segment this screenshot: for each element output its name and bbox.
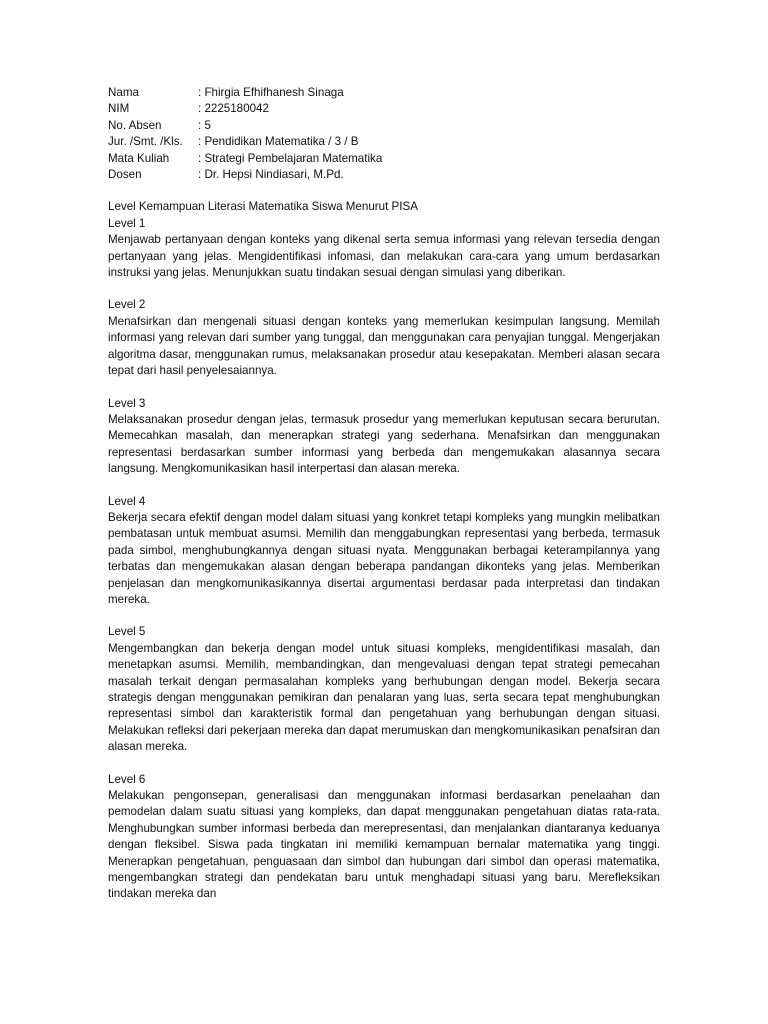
info-row-mata-kuliah: [108, 151, 382, 167]
info-value: : Dr. Hepsi Nindiasari, M.Pd.: [198, 168, 344, 182]
info-value: : Fhirgia Efhifhanesh Sinaga: [198, 86, 344, 99]
level-description: Bekerja secara efektif dengan model dalam situasi yang konkret tetapi kompleks yang mungkin melibatkan pembatasan untuk membuat asumsi. Memilih dan menggabungkan representasi yang berbeda, termasuk pada simbol, menghubungkannya dengan situasi nyata. Menggunakan berbagai keterampilannya yang terbatas dan mengemukakan alasan dengan beberapa pandangan dikonteks yang jelas. Memberikan penjelasan dan mengkomunikasikannya disertai argumentasi berdasar pada interpretasi dan tindakan mereka.: [108, 510, 660, 606]
info-label: Mata Kuliah: [108, 151, 170, 165]
info-value: : Strategi Pembelajaran Matematika: [198, 151, 383, 165]
level-heading: Level 2: [108, 298, 146, 312]
student-info-table: [108, 85, 382, 183]
document-title: Level Kemampuan Literasi Matematika Siswa Menurut PISA: [108, 200, 418, 214]
info-label: Dosen: [108, 168, 142, 182]
document-page: [108, 85, 660, 903]
level-section-1: [108, 216, 660, 282]
info-value: : 2225180042: [198, 102, 269, 116]
info-row-dosen: [108, 167, 382, 183]
level-section-5: [108, 624, 660, 755]
level-description: Mengembangkan dan bekerja dengan model untuk situasi kompleks, mengidentifikasi masalah, dan menetapkan asumsi. Memilih, membandingkan, dan mengevaluasi dengan tepat strategi pemecahan masalah terkait dengan permasalahan kompleks yang berhubungan dengan model. Bekerja secara strategis dengan menggunakan pemikiran dan penalaran yang luas, serta secara tepat menghubungkan representasi simbol dan karakteristik formal dan pengetahuan yang berhubungan dengan situasi. Melakukan refleksi dari pekerjaan mereka dan dapat merumuskan dan mengkomunikasikan penafsiran dan alasan mereka.: [108, 641, 660, 754]
level-description: Melaksanakan prosedur dengan jelas, termasuk prosedur yang memerlukan keputusan secara berurutan. Memecahkan masalah, dan menerapkan strategi yang sederhana. Menafsirkan dan menggunakan representasi berdasarkan sumber informasi yang berbeda dan mengemukakan alasannya secara langsung. Mengkomunikasikan hasil interpertasi dan alasan mereka.: [108, 412, 660, 476]
info-row-nama: [108, 85, 382, 101]
level-heading: Level 1: [108, 216, 146, 230]
info-label: Nama: [108, 86, 139, 99]
level-description: Melakukan pengonsepan, generalisasi dan menggunakan informasi berdasarkan penelaahan dan pemodelan dalam suatu situasi yang kompleks, dan dapat menggunakan pengetahuan diatas rata-rata. Menghubungkan sumber informasi berbeda dan merepresentasi, dan menjalankan diantaranya keduanya dengan fleksibel. Siswa pada tingkatan ini memiliki kemampuan bernalar matematika yang tinggi. Menerapkan pengetahuan, penguasaan dan simbol dan hubungan dari simbol dan operasi matematika, mengembangkan strategi dan pendekatan baru untuk menghadapi situasi yang baru. Merefleksikan tindakan mereka dan: [108, 789, 660, 901]
info-label: NIM: [108, 102, 130, 116]
info-row-jurusan: [108, 134, 382, 150]
info-label: No. Absen: [108, 118, 162, 132]
level-section-2: [108, 297, 660, 379]
level-heading: Level 3: [108, 396, 146, 410]
info-row-no-absen: [108, 118, 382, 134]
level-heading: Level 6: [108, 772, 146, 786]
info-label: Jur. /Smt. /Kls.: [108, 135, 183, 149]
level-description: Menjawab pertanyaan dengan konteks yang dikenal serta semua informasi yang relevan tersedia dengan pertanyaan yang jelas. Mengidentifikasi infomasi, dan melakukan cara-cara yang umum berdasarkan instruksi yang jelas. Menunjukkan suatu tindakan sesuai dengan simulasi yang diberikan.: [108, 233, 660, 280]
level-section-4: [108, 494, 660, 609]
level-section-3: [108, 396, 660, 478]
info-value: : 5: [198, 118, 211, 132]
level-section-6: [108, 772, 660, 903]
level-description: Menafsirkan dan mengenali situasi dengan konteks yang memerlukan kesimpulan langsung. Memilah informasi yang relevan dari sumber yang tunggal, dan menggunakan cara penyajian tunggal. Mengerjakan algoritma dasar, menggunakan rumus, melaksanakan prosedur atau kesepakatan. Memberi alasan secara tepat dari hasil penyelesaiannya.: [108, 314, 660, 378]
info-value: : Pendidikan Matematika / 3 / B: [198, 135, 359, 149]
level-heading: Level 5: [108, 625, 146, 639]
info-row-nim: [108, 101, 382, 117]
level-heading: Level 4: [108, 494, 146, 508]
